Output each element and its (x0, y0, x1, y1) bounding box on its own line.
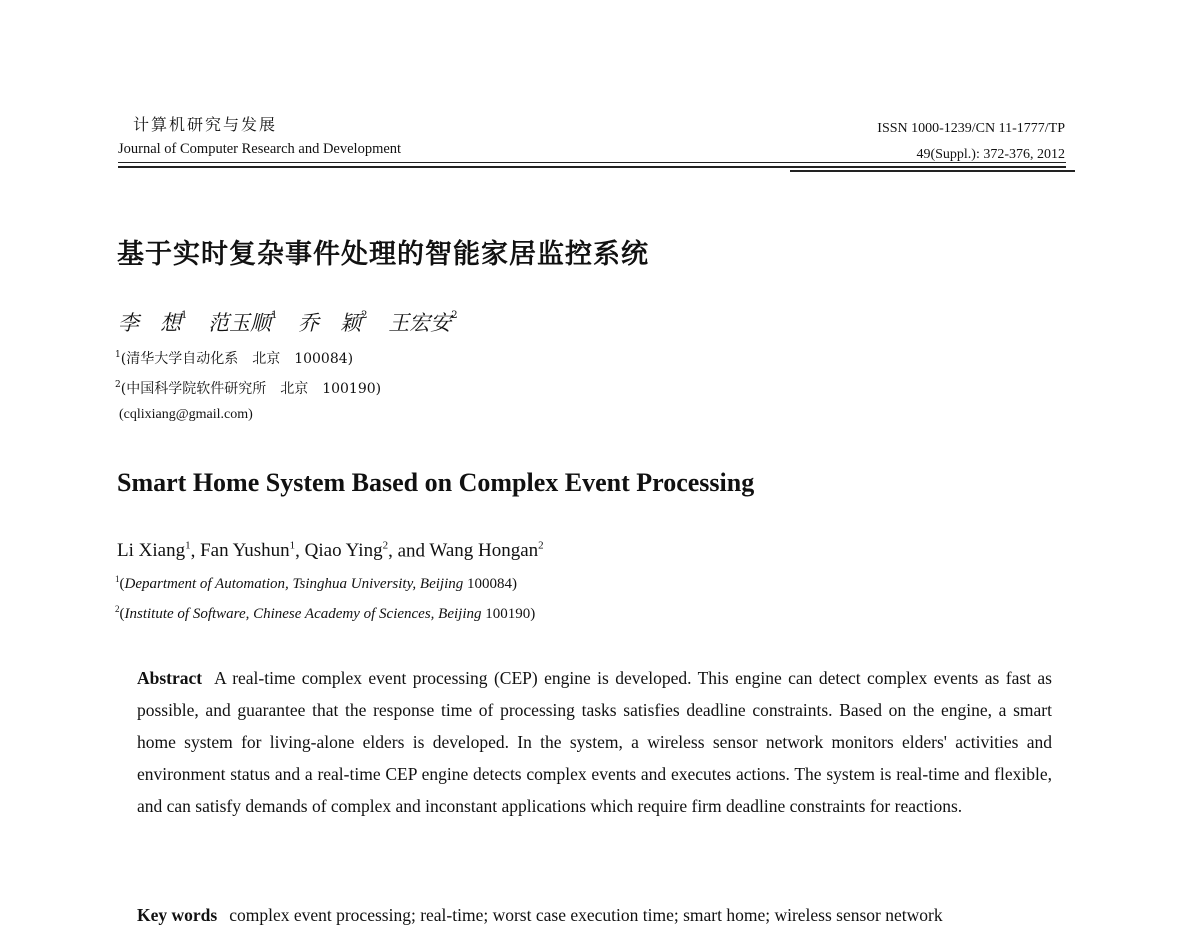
keywords-text: complex event processing; real-time; worst case execution time; smart home; wireless sensor network (229, 905, 943, 925)
affiliation-en-1: $^1$(Department of Automation, Tsinghua University, Beijing 100084) (115, 574, 517, 592)
abstract (137, 662, 1052, 822)
author-en: Wang Hongan$^2$ (429, 540, 544, 562)
author-en: Li Xiang$^1$ (117, 540, 191, 562)
abstract-label: Abstract (137, 668, 203, 688)
issn-line: ISSN 1000-1239/CN 11-1777/TP (877, 121, 1065, 136)
author-en: Qiao Ying$^2$ (304, 540, 389, 562)
volume-line: 49(Suppl.): 372-376, 2012 (916, 147, 1065, 162)
authors-cn (118, 307, 472, 337)
author-cn: 李 想$^1$ (118, 310, 188, 335)
author-cn: 王宏安$^2$ (388, 310, 458, 335)
author-cn: 范玉顺$^1$ (208, 310, 278, 335)
header-rule-right (790, 170, 1075, 172)
affiliation-en-2: $^2$(Institute of Software, Chinese Academy of Sciences, Beijing 100190) (115, 604, 536, 622)
journal-name-en: Journal of Computer Research and Development (118, 141, 402, 157)
keywords (137, 899, 1052, 931)
journal-name-cn: 计算机研究与发展 (133, 115, 278, 134)
contact-email: (cqlixiang@gmail.com) (119, 407, 253, 422)
header-rule-top (118, 162, 1066, 163)
paper-title-en: Smart Home System Based on Complex Event Processing (117, 468, 755, 497)
author-en: Fan Yushun$^1$ (200, 540, 296, 562)
abstract-text: A real-time complex event processing (CEP) engine is developed. This engine can detect complex events as fast as possible, and guarantee that the response time of processing tasks satisfies deadline constraints. Based on the engine, a smart home system for living-alone elders is developed. In the system, a wireless sensor network monitors elders' activities and environment status and a real-time CEP engine detects complex events and executes actions. The system is real-time and flexible, and can satisfy demands of complex and inconstant applications which require firm deadline constraints for reactions. (137, 668, 1052, 816)
keywords-label: Key words (137, 905, 218, 925)
header-rule-bottom (118, 166, 1066, 168)
affiliation-cn-1: $^1$(清华大学自动化系 北京 100084) (115, 350, 354, 367)
paper-title-cn: 基于实时复杂事件处理的智能家居监控系统 (117, 239, 649, 270)
author-cn: 乔 颖$^2$ (298, 310, 368, 335)
authors-en: Li Xiang$^1$, Fan Yushun$^1$, Qiao Ying$^2$, and Wang Hongan$^2$ (117, 540, 544, 562)
affiliation-cn-2: $^2$(中国科学院软件研究所 北京 100190) (115, 380, 382, 397)
